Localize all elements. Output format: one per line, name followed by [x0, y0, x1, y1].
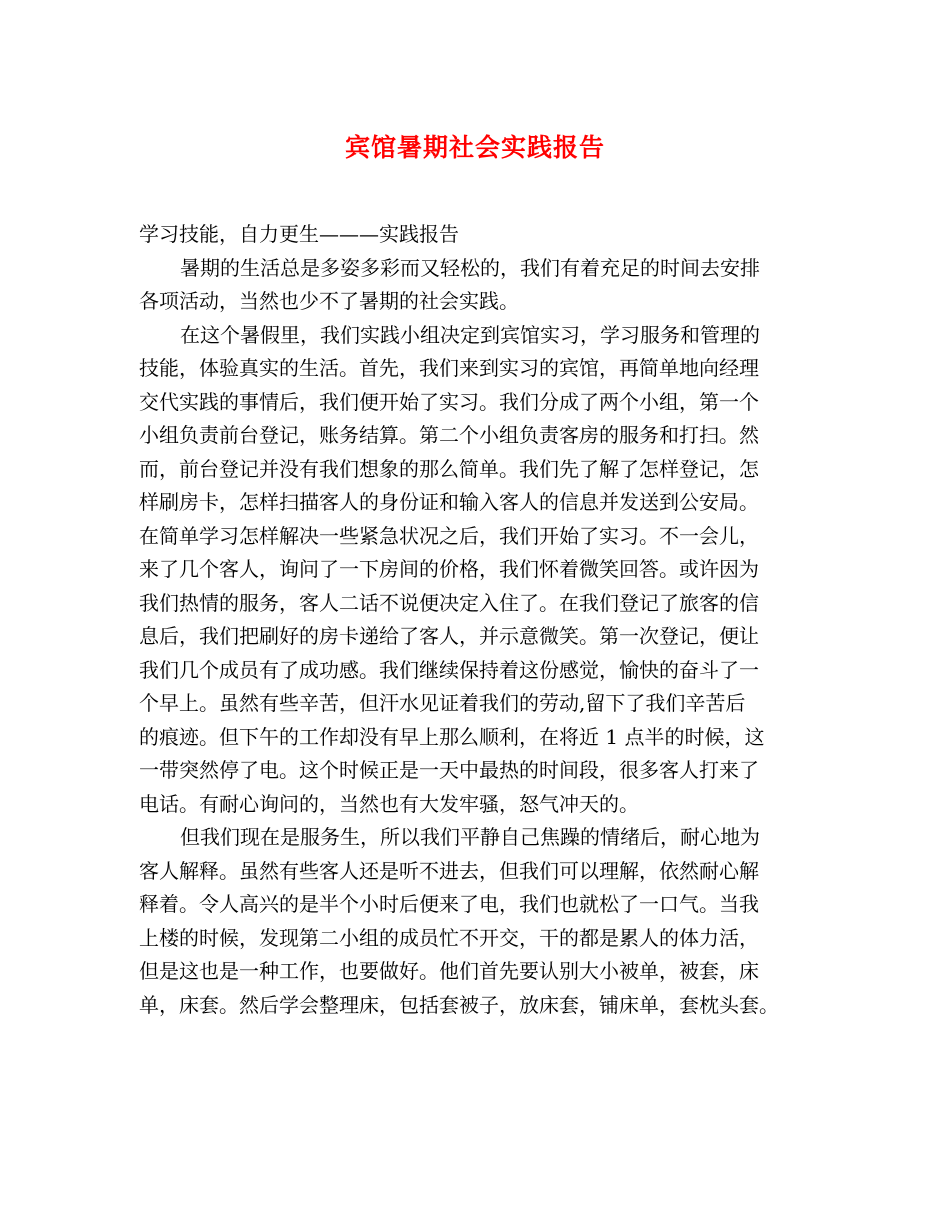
text-line: 样刷房卡，怎样扫描客人的身份证和输入客人的信息并发送到公安局。 — [139, 490, 759, 514]
document-body — [139, 218, 821, 1022]
text-line: 客人解释。虽然有些客人还是听不进去，但我们可以理解，依然耐心解 — [139, 858, 759, 883]
text-line: 释着。令人高兴的是半个小时后便来了电，我们也就松了一口气。当我 — [139, 892, 759, 916]
text-line: 但是这也是一种工作，也要做好。他们首先要认别大小被单，被套，床 — [139, 959, 759, 983]
text-line: 在这个暑假里，我们实践小组决定到宾馆实习，学习服务和管理的 — [180, 322, 760, 347]
text-line: 一带突然停了电。这个时候正是一天中最热的时间段，很多客人打来了 — [139, 758, 759, 782]
text-line: 息后，我们把刷好的房卡递给了客人，并示意微笑。第一次登记，便让 — [139, 624, 759, 648]
text-line: 而，前台登记并没有我们想象的那么简单。我们先了解了怎样登记，怎 — [139, 456, 759, 481]
text-line: 我们热情的服务，客人二话不说便决定入住了。在我们登记了旅客的信 — [139, 590, 759, 615]
text-line: 学习技能，自力更生———实践报告 — [139, 222, 459, 246]
text-line: 但我们现在是服务生，所以我们平静自己焦躁的情绪后，耐心地为 — [180, 825, 760, 849]
text-line: 小组负责前台登记，账务结算。第二个小组负责客房的服务和打扫。然 — [139, 423, 759, 447]
text-line: 来了几个客人，询问了一下房间的价格，我们怀着微笑回答。或许因为 — [139, 557, 759, 581]
text-line: 我们几个成员有了成功感。我们继续保持着这份感觉，愉快的奋斗了一 — [139, 657, 759, 682]
text-line: 电话。有耐心询问的，当然也有大发牢骚，怒气冲天的。 — [139, 791, 639, 816]
text-line: 个早上。虽然有些辛苦，但汗水见证着我们的劳动,留下了我们辛苦后 — [139, 691, 746, 715]
text-line: 交代实践的事情后，我们便开始了实习。我们分成了两个小组，第一个 — [139, 389, 759, 414]
text-line: 暑期的生活总是多姿多彩而又轻松的，我们有着充足的时间去安排 — [180, 255, 760, 280]
text-line: 各项活动，当然也少不了暑期的社会实践。 — [139, 289, 519, 313]
text-line: 上楼的时候，发现第二小组的成员忙不开交，干的都是累人的体力活， — [139, 925, 759, 950]
document-title: 宾馆暑期社会实践报告 — [344, 133, 605, 162]
text-line: 在简单学习怎样解决一些紧急状况之后，我们开始了实习。不一会儿， — [139, 523, 759, 548]
text-line: 单，床套。然后学会整理床，包括套被子，放床套，铺床单，套枕头套。 — [139, 992, 779, 1017]
text-line: 的痕迹。但下午的工作却没有早上那么顺利，在将近 1 点半的时候，这 — [139, 724, 765, 749]
text-line: 技能，体验真实的生活。首先，我们来到实习的宾馆，再简单地向经理 — [139, 356, 759, 380]
